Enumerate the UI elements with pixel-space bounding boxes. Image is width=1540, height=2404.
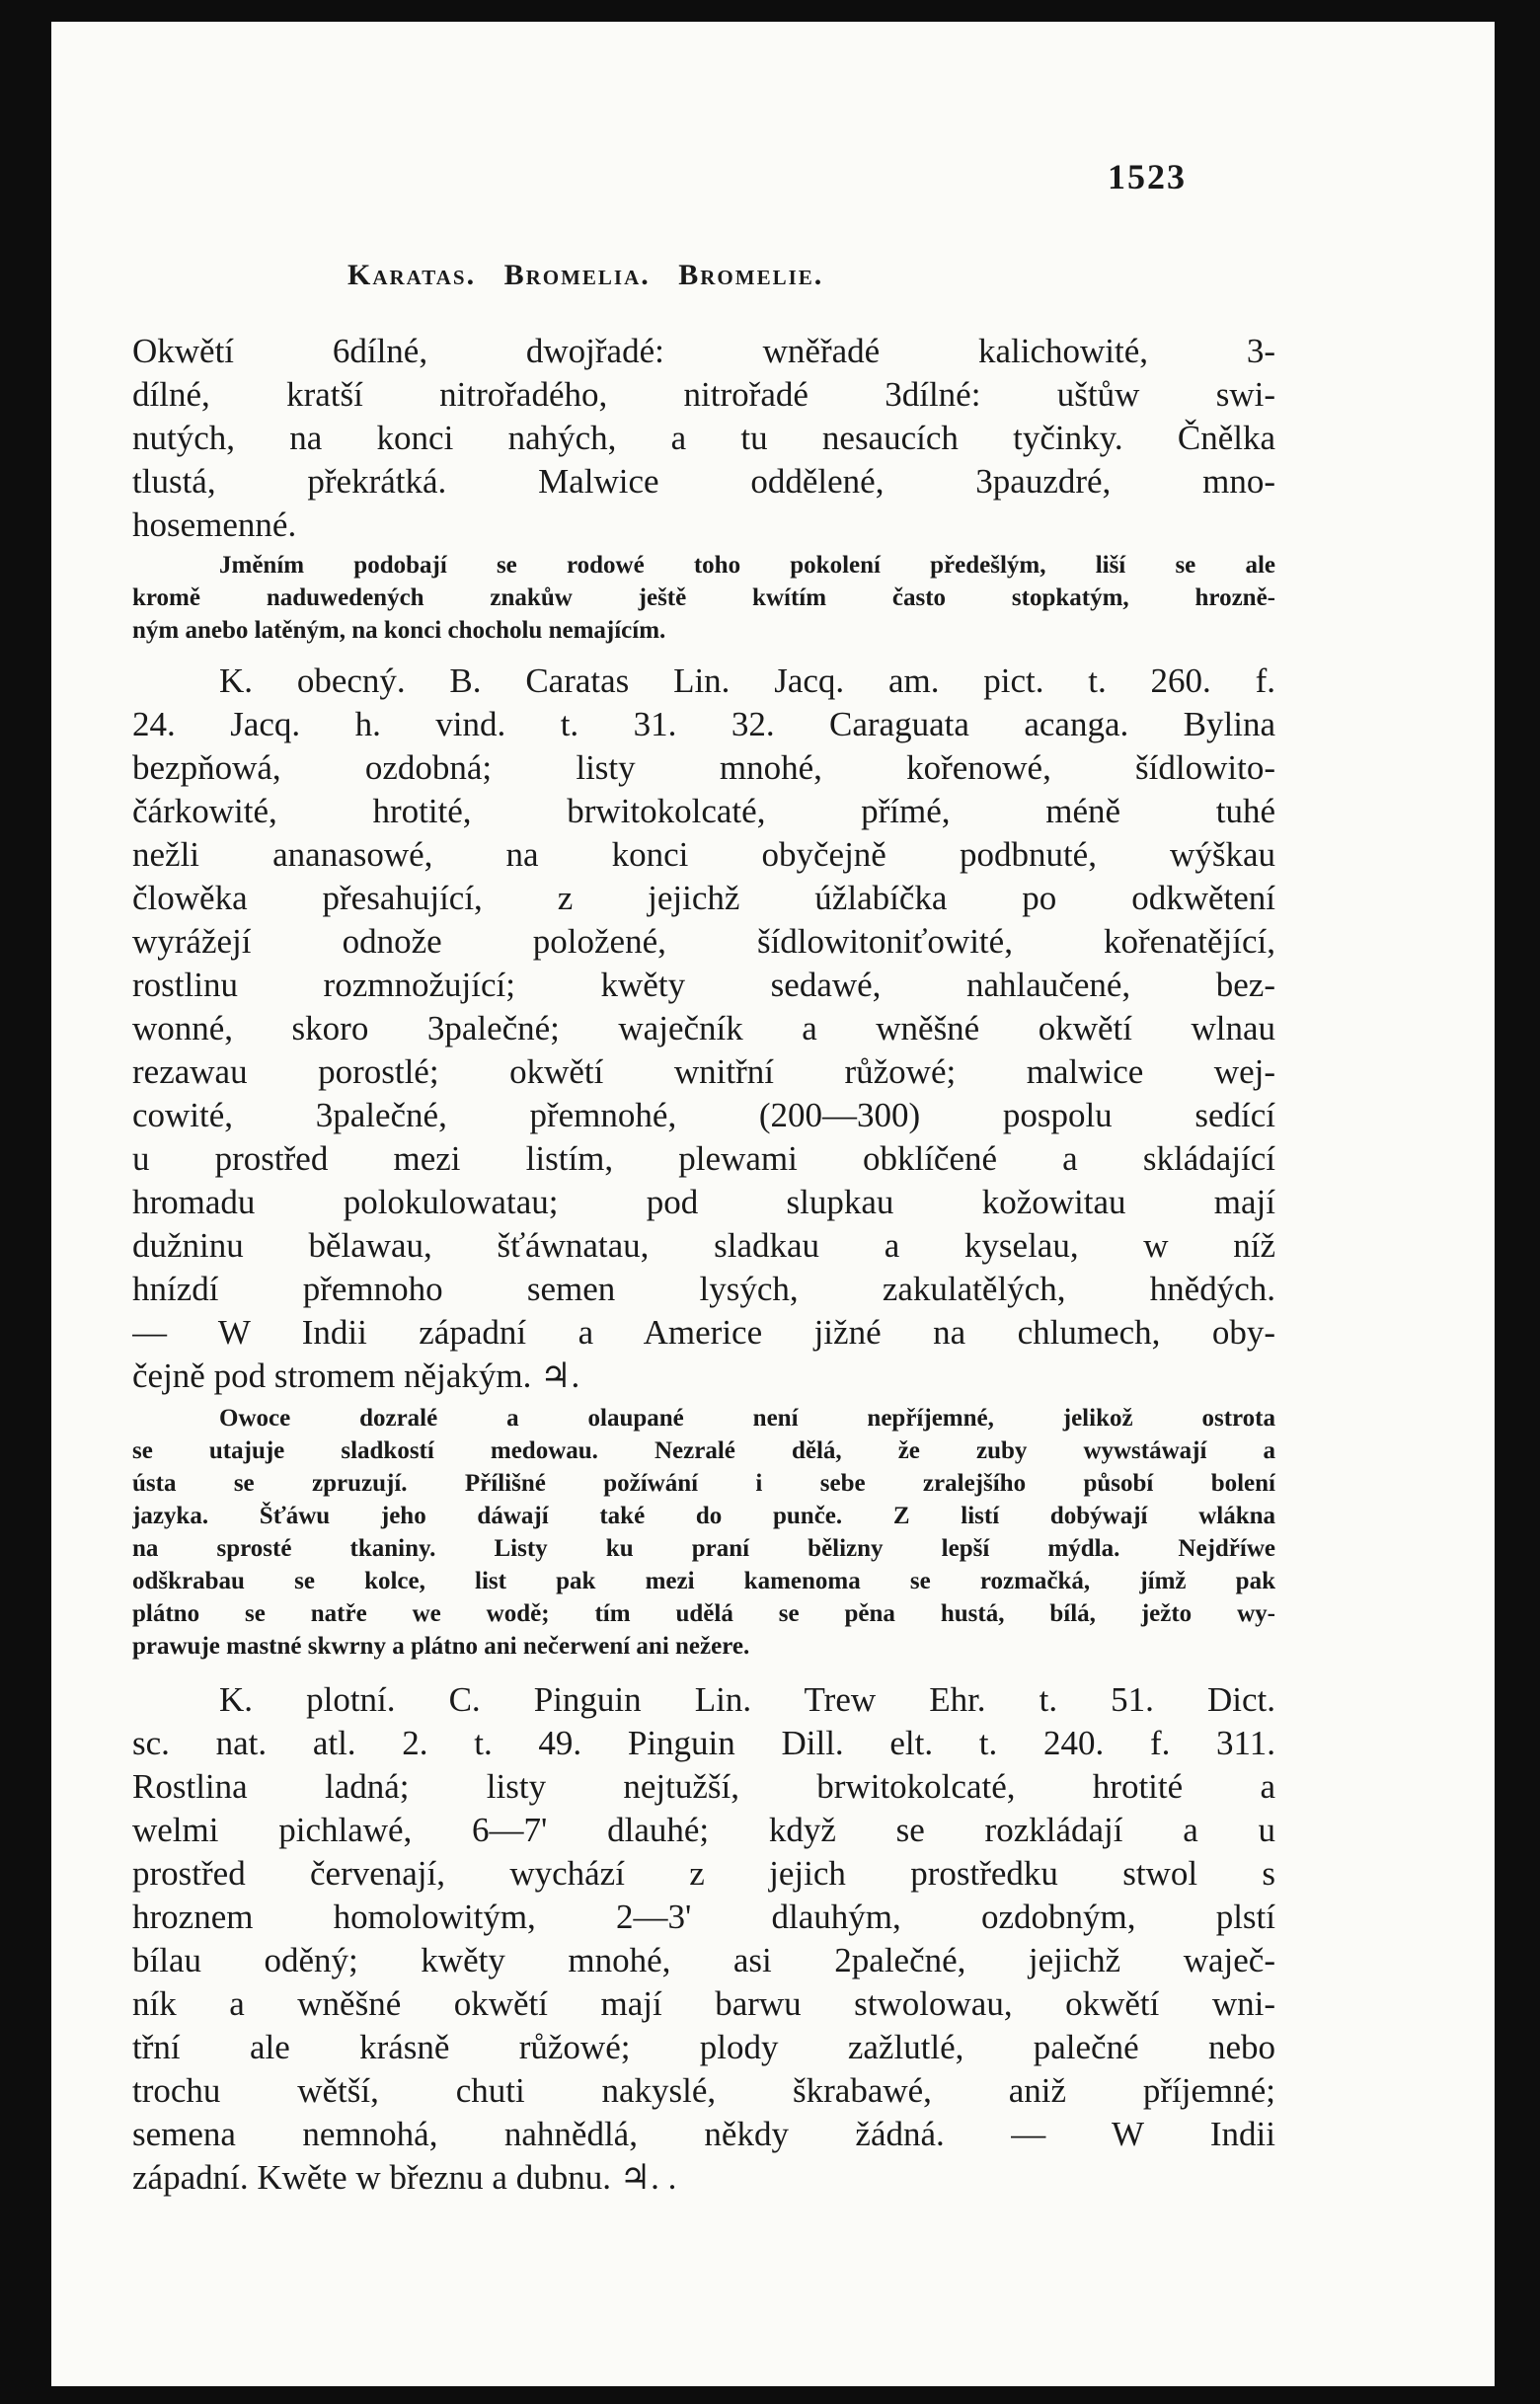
text-line: wonné, skoro 3palečné; waječník a wněšné okwětí wlnau — [132, 1009, 1275, 1047]
text-line: trochu wětší, chuti nakyslé, škrabawé, aniž příjemné; — [132, 2071, 1275, 2110]
text-line: čárkowité, hrotité, brwitokolcaté, přímé, méně tuhé — [132, 792, 1275, 830]
text-line: K. obecný. B. Caratas Lin. Jacq. am. pict. t. 260. f. — [219, 661, 1275, 700]
text-line: nutých, na konci nahých, a tu nesaucích tyčinky. Čnělka — [132, 419, 1275, 457]
text-line: K. plotní. C. Pinguin Lin. Trew Ehr. t. 51. Dict. — [219, 1680, 1275, 1719]
text-line: odškrabau se kolce, list pak mezi kamenoma se rozmačká, jímž pak — [132, 1568, 1275, 1594]
text-line: hosemenné. — [132, 505, 297, 544]
text-line: rezawau porostlé; okwětí wnitřní růžowé; malwice wej- — [132, 1052, 1275, 1091]
text-line: rostlinu rozmnožující; kwěty sedawé, nahlaučené, bez- — [132, 966, 1275, 1004]
text-line: hromadu polokulowatau; pod slupkau kožowitau mají — [132, 1183, 1275, 1221]
text-line: člowěka přesahující, z jejichž úžlabíčka po odkwětení — [132, 879, 1275, 917]
text-line: Jměním podobají se rodowé toho pokolení předešlým, liší se ale — [219, 552, 1275, 579]
text-line: — W Indii západní a Americe jižné na chlumech, oby- — [132, 1313, 1275, 1352]
text-line: čejně pod stromem nějakým. ♃. — [132, 1357, 580, 1395]
text-line: tlustá, překrátká. Malwice oddělené, 3pauzdré, mno- — [132, 462, 1275, 501]
text-line: dužninu bělawau, šťáwnatau, sladkau a kyselau, w níž — [132, 1226, 1275, 1265]
text-line: třní ale krásně růžowé; plody zažlutlé, palečné nebo — [132, 2028, 1275, 2066]
text-line: ným anebo latěným, na konci chocholu nemajícím. — [132, 617, 666, 644]
text-line: welmi pichlawé, 6—7' dlauhé; když se rozkládají a u — [132, 1811, 1275, 1849]
text-line: prostřed červenají, wychází z jejich prostředku stwol s — [132, 1854, 1275, 1893]
text-line: jazyka. Šťáwu jeho dáwají také do punče. Z listí dobýwají wlákna — [132, 1503, 1275, 1529]
running-header: Karatas. Bromelia. Bromelie. — [347, 259, 824, 291]
text-line: západní. Kwěte w březnu a dubnu. ♃. . — [132, 2158, 677, 2197]
text-line: 24. Jacq. h. vind. t. 31. 32. Caraguata acanga. Bylina — [132, 705, 1275, 743]
text-line: hnízdí přemnoho semen lysých, zakulatělých, hnědých. — [132, 1270, 1275, 1308]
text-line: Owoce dozralé a olaupané není nepříjemné, jelikož ostrota — [219, 1405, 1275, 1432]
text-line: Rostlina ladná; listy nejtužší, brwitokolcaté, hrotité a — [132, 1767, 1275, 1806]
text-line: nežli ananasowé, na konci obyčejně podbnuté, wýškau — [132, 835, 1275, 874]
text-line: Okwětí 6dílné, dwojřadé: wněřadé kalichowité, 3- — [132, 332, 1275, 370]
text-line: semena nemnohá, nahnědlá, někdy žádná. — W Indii — [132, 2115, 1275, 2153]
text-line: bezpňowá, ozdobná; listy mnohé, kořenowé, šídlowito- — [132, 748, 1275, 787]
text-line: kromě naduwedených znakůw ještě kwítím často stopkatým, hrozně- — [132, 584, 1275, 611]
text-line: ústa se zpruzují. Přílišné požíwání i sebe zralejšího působí bolení — [132, 1470, 1275, 1497]
text-line: ník a wněšné okwětí mají barwu stwolowau, okwětí wni- — [132, 1984, 1275, 2023]
text-line: hroznem homolowitým, 2—3' dlauhým, ozdobným, plstí — [132, 1898, 1275, 1936]
text-line: se utajuje sladkostí medowau. Nezralé dělá, že zuby wywstáwají a — [132, 1437, 1275, 1464]
text-line: na sprosté tkaniny. Listy ku praní bělizny lepší mýdla. Nejdříwe — [132, 1535, 1275, 1562]
book-page — [51, 22, 1495, 2386]
text-line: cowité, 3palečné, přemnohé, (200—300) pospolu sedící — [132, 1096, 1275, 1134]
text-line: plátno se natře we wodě; tím udělá se pěna hustá, bílá, ježto wy- — [132, 1600, 1275, 1627]
text-line: prawuje mastné skwrny a plátno ani nečerwení ani nežere. — [132, 1633, 750, 1660]
text-line: u prostřed mezi listím, plewami obklíčené a skládající — [132, 1139, 1275, 1178]
text-line: dílné, kratší nitrořadého, nitrořadé 3dílné: uštůw swi- — [132, 375, 1275, 414]
page-number: 1523 — [1108, 157, 1187, 196]
text-line: bílau oděný; kwěty mnohé, asi 2palečné, jejichž waječ- — [132, 1941, 1275, 1979]
text-line: wyrážejí odnože položené, šídlowitoniťowité, kořenatějící, — [132, 922, 1275, 961]
text-line: sc. nat. atl. 2. t. 49. Pinguin Dill. elt. t. 240. f. 311. — [132, 1724, 1275, 1762]
